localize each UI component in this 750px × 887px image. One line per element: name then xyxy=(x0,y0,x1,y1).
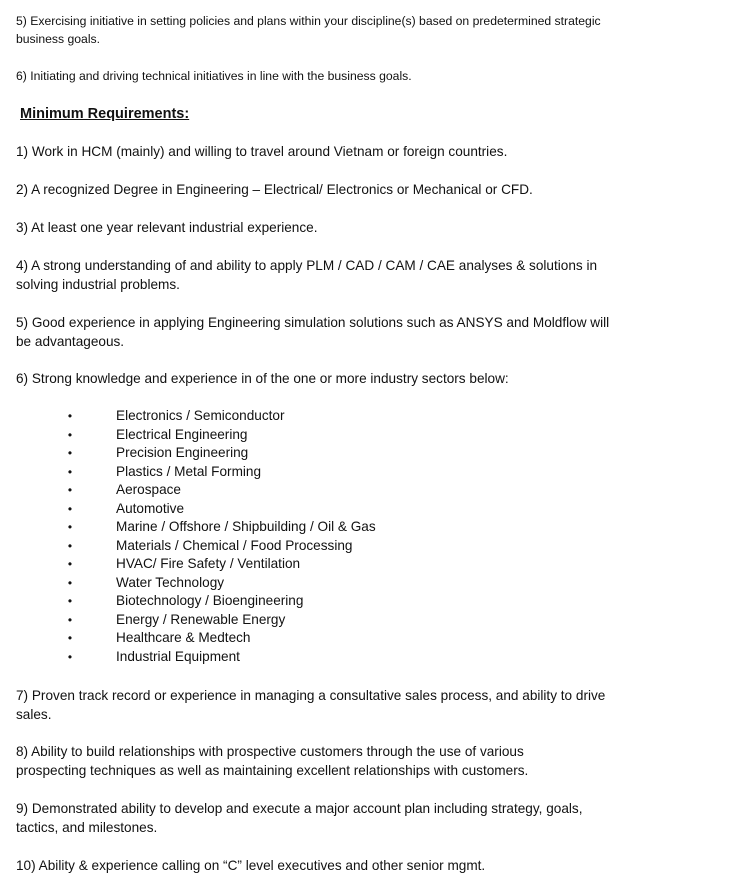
list-item xyxy=(0,500,750,519)
list-item xyxy=(0,592,750,611)
sector-label: HVAC/ Fire Safety / Ventilation xyxy=(116,556,301,571)
list-item xyxy=(0,611,750,630)
list-item xyxy=(0,481,750,500)
sector-label: Materials / Chemical / Food Processing xyxy=(116,537,353,553)
sector-label: Energy / Renewable Energy xyxy=(116,611,286,627)
list-item xyxy=(0,574,750,593)
sector-label: Biotechnology / Bioengineering xyxy=(116,593,304,608)
sector-label: Industrial Equipment xyxy=(116,648,240,664)
requirement-5: 5) Good experience in applying Engineering simulation solutions such as ANSYS and Moldflow will be advantageous. xyxy=(16,315,610,349)
requirement-10: 10) Ability & experience calling on “C” level executives and other senior mgmt. xyxy=(16,858,486,873)
requirement-3: 3) At least one year relevant industrial experience. xyxy=(16,220,318,235)
list-item xyxy=(0,648,750,667)
requirement-6: 6) Strong knowledge and experience in of the one or more industry sectors below: xyxy=(16,371,509,386)
sector-label: Automotive xyxy=(116,500,185,516)
bullet-icon: • xyxy=(67,575,73,590)
sector-label: Precision Engineering xyxy=(116,445,249,460)
sector-label: Electrical Engineering xyxy=(116,426,248,442)
intro-item-6: 6) Initiating and driving technical initiatives in line with the business goals. xyxy=(16,69,412,83)
requirement-1: 1) Work in HCM (mainly) and willing to travel around Vietnam or foreign countries. xyxy=(16,144,508,159)
minimum-requirements-heading: Minimum Requirements: xyxy=(20,106,190,122)
sector-label: Electronics / Semiconductor xyxy=(116,408,285,423)
bullet-icon: • xyxy=(67,649,73,664)
requirement-7: 7) Proven track record or experience in managing a consultative sales process, and ability to drive sales. xyxy=(16,688,606,722)
list-item xyxy=(0,518,750,537)
bullet-icon: • xyxy=(67,427,73,442)
requirement-2: 2) A recognized Degree in Engineering – Electrical/ Electronics or Mechanical or CFD. xyxy=(16,182,533,197)
list-item xyxy=(0,407,750,426)
sector-label: Aerospace xyxy=(116,482,181,497)
bullet-icon: • xyxy=(67,557,73,571)
bullet-icon: • xyxy=(67,464,73,479)
requirement-9: 9) Demonstrated ability to develop and execute a major account plan including strategy, goals, tactics, and milestones. xyxy=(16,801,583,835)
requirement-8: 8) Ability to build relationships with prospective customers through the use of various prospecting techniques as well as maintaining excellent relationships with customers. xyxy=(16,744,529,778)
bullet-icon: • xyxy=(67,483,73,497)
bullet-icon: • xyxy=(67,520,73,534)
sector-label: Healthcare & Medtech xyxy=(116,630,251,645)
sector-label: Plastics / Metal Forming xyxy=(116,463,262,479)
sector-label: Marine / Offshore / Shipbuilding / Oil & Gas xyxy=(116,519,376,534)
intro-item-5: 5) Exercising initiative in setting policies and plans within your discipline(s) based on predetermined strategic business goals. xyxy=(16,14,601,47)
bullet-icon: • xyxy=(67,446,73,460)
sector-label: Water Technology xyxy=(116,574,225,590)
list-item xyxy=(0,426,750,445)
bullet-icon: • xyxy=(67,631,73,645)
list-item xyxy=(0,537,750,556)
requirement-4: 4) A strong understanding of and ability to apply PLM / CAD / CAM / CAE analyses & solutions in solving industrial problems. xyxy=(16,258,598,292)
list-item xyxy=(0,629,750,648)
bullet-icon: • xyxy=(67,409,73,423)
list-item xyxy=(0,463,750,482)
list-item xyxy=(0,555,750,574)
bullet-icon: • xyxy=(67,594,73,608)
list-item xyxy=(0,444,750,463)
bullet-icon: • xyxy=(67,501,73,516)
bullet-icon: • xyxy=(67,612,73,627)
bullet-icon: • xyxy=(67,538,73,553)
industry-sectors-list xyxy=(0,407,750,666)
